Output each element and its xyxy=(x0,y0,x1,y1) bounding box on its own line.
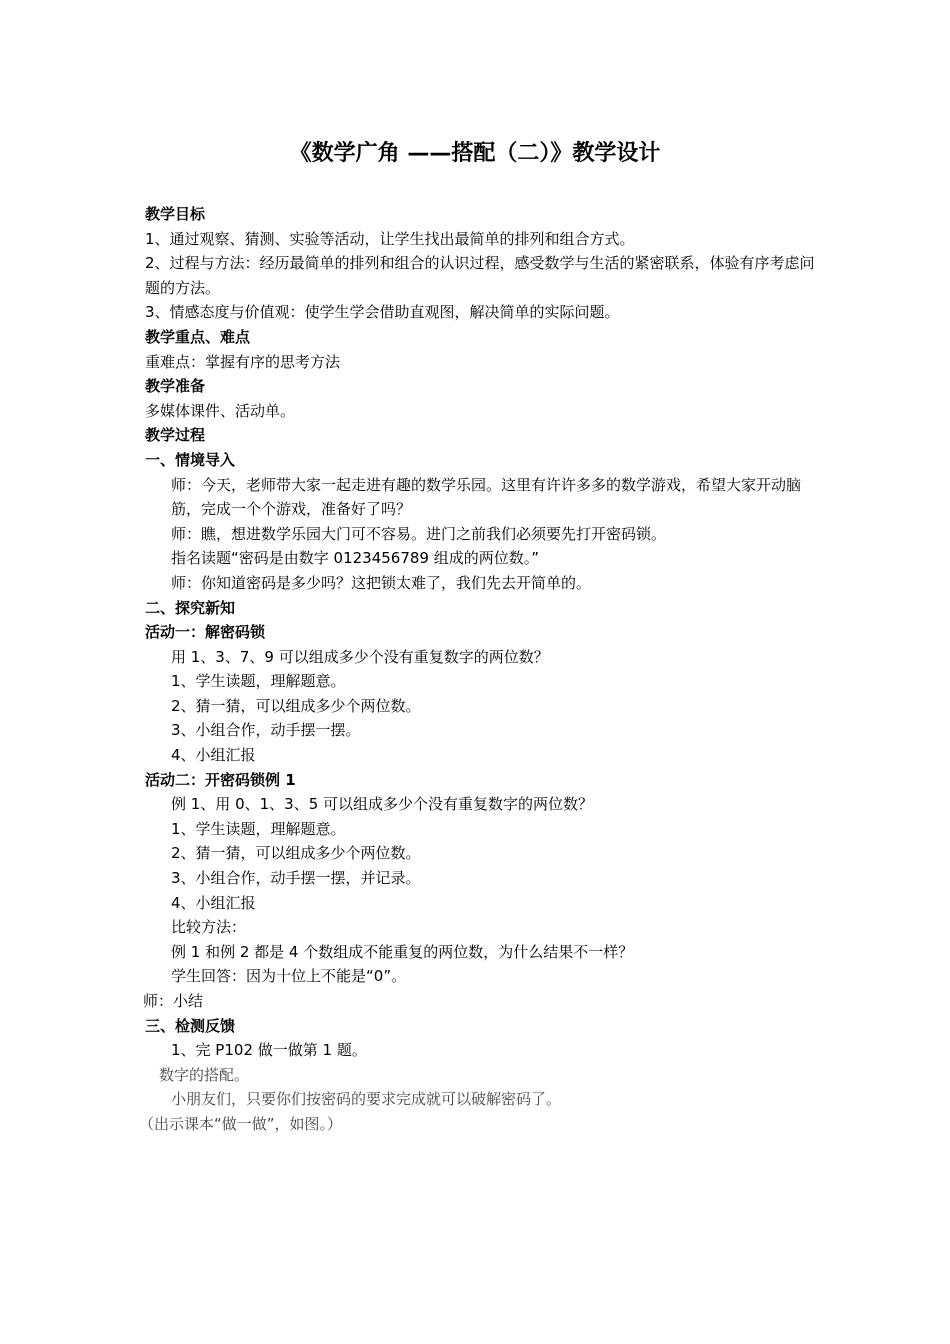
paragraph-line: 小朋友们，只要你们按密码的要求完成就可以破解密码了。 xyxy=(171,1090,562,1109)
section-heading: 一、情境导入 xyxy=(145,450,236,469)
paragraph-line: 数字的搭配。 xyxy=(159,1065,250,1084)
section-heading: 教学过程 xyxy=(145,426,206,445)
section-heading: 活动二：开密码锁例 1 xyxy=(145,770,296,789)
paragraph-line: 师：小结 xyxy=(143,992,204,1010)
paragraph-line: 学生回答：因为十位上不能是“0”。 xyxy=(171,967,407,986)
section-heading: 活动一：解密码锁 xyxy=(145,623,266,642)
paragraph-line: 多媒体课件、活动单。 xyxy=(145,401,296,420)
paragraph-line: 用 1、3、7、9 可以组成多少个没有重复数字的两位数？ xyxy=(171,647,549,666)
paragraph-line: 4、小组汇报 xyxy=(171,746,256,765)
paragraph-line: （出示课本“做一做”，如图。） xyxy=(139,1114,343,1133)
paragraph-line: 比较方法： xyxy=(171,918,247,937)
paragraph-line: 2、过程与方法：经历最简单的排列和组合的认识过程，感受数学与生活的紧密联系，体验有序考虑问题的方法。 xyxy=(145,254,815,297)
paragraph-line: 1、学生读题，理解题意。 xyxy=(171,672,346,691)
section-heading: 三、检测反馈 xyxy=(145,1016,236,1035)
section-heading: 二、探究新知 xyxy=(145,598,236,617)
paragraph-line: 重难点：掌握有序的思考方法 xyxy=(145,352,341,371)
paragraph-line: 2、猜一猜，可以组成多少个两位数。 xyxy=(171,844,421,863)
paragraph-line: 例 1、用 0、1、3、5 可以组成多少个没有重复数字的两位数？ xyxy=(171,795,594,814)
section-heading: 教学准备 xyxy=(145,377,206,396)
paragraph-line: 1、学生读题，理解题意。 xyxy=(171,819,346,838)
paragraph-line: 2、猜一猜，可以组成多少个两位数。 xyxy=(171,696,421,715)
paragraph-line: 3、小组合作，动手摆一摆，并记录。 xyxy=(171,869,421,888)
paragraph-line: 师：瞧，想进数学乐园大门可不容易。进门之前我们必须要先打开密码锁。 xyxy=(171,524,667,543)
section-heading: 教学目标 xyxy=(145,205,206,223)
paragraph-line: 师：今天，老师带大家一起走进有趣的数学乐园。这里有许许多多的数学游戏，希望大家开动脑筋，完成一个个游戏，准备好了吗？ xyxy=(171,475,802,519)
paragraph-line: 3、小组合作，动手摆一摆。 xyxy=(171,721,361,740)
document-title: 《数学广角 ——搭配（二）》教学设计 xyxy=(289,141,661,166)
section-heading: 教学重点、难点 xyxy=(145,327,251,346)
paragraph-line: 1、通过观察、猜测、实验等活动，让学生找出最简单的排列和组合方式。 xyxy=(145,229,635,248)
paragraph-line: 指名读题“密码是由数字 0123456789 组成的两位数。” xyxy=(171,549,540,568)
paragraph-line: 1、完 P102 做一做第 1 题。 xyxy=(171,1041,367,1060)
paragraph-line: 3、情感态度与价值观：使学生学会借助直观图，解决简单的实际问题。 xyxy=(145,303,620,322)
paragraph-line: 师：你知道密码是多少吗？这把锁太难了，我们先去开简单的。 xyxy=(171,573,592,592)
document-body xyxy=(139,202,815,1137)
paragraph-line: 4、小组汇报 xyxy=(171,893,256,912)
paragraph-line: 例 1 和例 2 都是 4 个数组成不能重复的两位数，为什么结果不一样？ xyxy=(171,942,634,961)
